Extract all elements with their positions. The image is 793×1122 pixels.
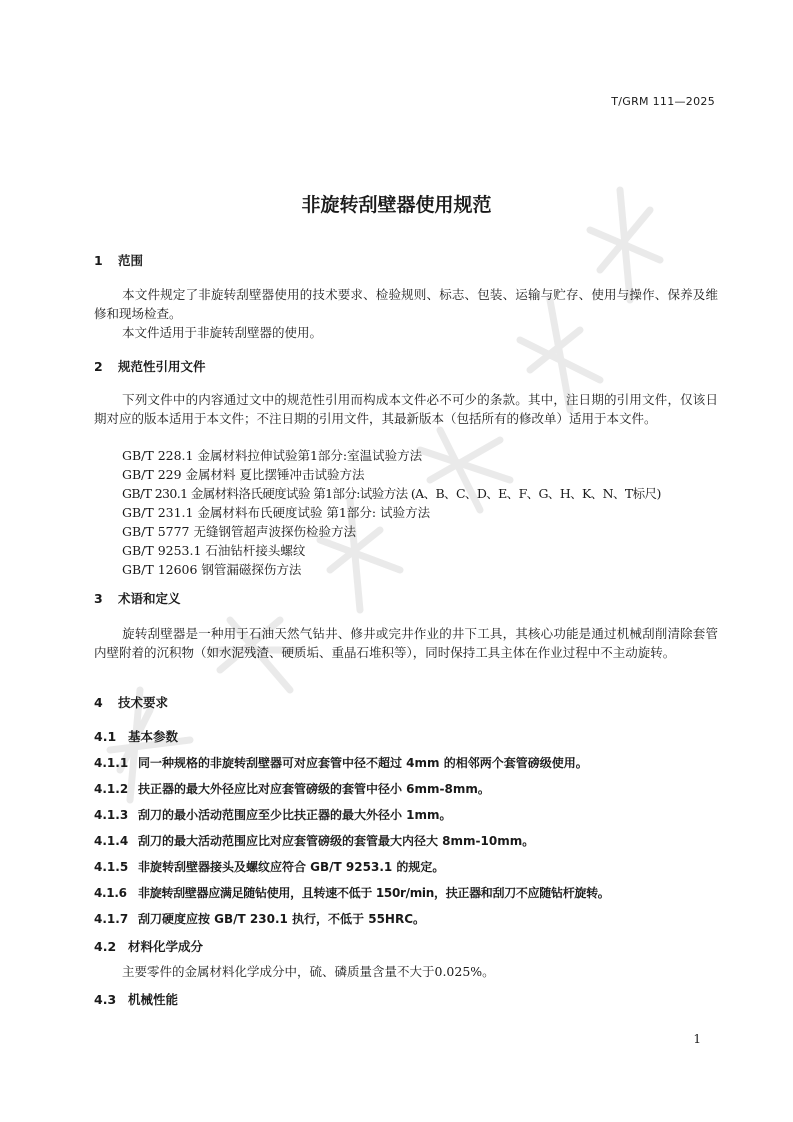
section-title: 范围	[118, 253, 144, 268]
subsection-title: 材料化学成分	[128, 939, 204, 954]
section-2-paragraph-1: 下列文件中的内容通过文中的规范性引用而构成本文件必不可少的条款。其中，注日期的引用文件，仅该日期对应的版本适用于本文件；不注日期的引用文件，其最新版本（包括所有的修改单）适用于本文件。	[94, 392, 718, 426]
reference-item: GB/T 5777 无缝钢管超声波探伤检验方法	[122, 524, 356, 539]
section-number: 4	[94, 695, 103, 710]
reference-item: GB/T 230.1 金属材料洛氏硬度试验 第1部分:试验方法 (A、B、C、D、E、F、G、H、K、N、T标尺)	[122, 486, 661, 501]
reference-item: GB/T 229 金属材料 夏比摆锤冲击试验方法	[122, 467, 365, 482]
section-4-2-paragraph: 主要零件的金属材料化学成分中，硫、磷质量含量不大于0.025%。	[122, 964, 495, 979]
section-1-heading	[94, 251, 143, 269]
reference-item: GB/T 228.1 金属材料拉伸试验第1部分:室温试验方法	[122, 448, 423, 463]
section-title: 规范性引用文件	[118, 359, 206, 374]
section-4-heading	[94, 693, 168, 711]
subsection-title: 基本参数	[128, 729, 179, 744]
subsection-number: 4.1	[94, 729, 117, 744]
clause-4-1-2: 4.1.2 扶正器的最大外径应比对应套管磅级的套管中径小 6mm-8mm。	[94, 782, 490, 796]
clause-4-1-6: 4.1.6 非旋转刮壁器应满足随钻使用，且转速不低于 150r/min，扶正器和刮刀不应随钻杆旋转。	[94, 886, 610, 900]
reference-item: GB/T 231.1 金属材料布氏硬度试验 第1部分: 试验方法	[122, 505, 431, 520]
document-code: T/GRM 111—2025	[611, 95, 715, 108]
section-number: 2	[94, 359, 103, 374]
clause-4-1-1: 4.1.1 同一种规格的非旋转刮壁器可对应套管中径不超过 4mm 的相邻两个套管磅级使用。	[94, 756, 588, 770]
section-1-paragraph-1: 本文件规定了非旋转刮壁器使用的技术要求、检验规则、标志、包装、运输与贮存、使用与操作、保养及维修和现场检查。	[94, 287, 718, 321]
subsection-number: 4.3	[94, 992, 117, 1007]
section-number: 3	[94, 591, 103, 606]
clause-4-1-3: 4.1.3 刮刀的最小活动范围应至少比扶正器的最大外径小 1mm。	[94, 808, 452, 822]
section-title: 术语和定义	[118, 591, 181, 606]
section-3-paragraph-1: 旋转刮壁器是一种用于石油天然气钻井、修井或完井作业的井下工具，其核心功能是通过机械刮削清除套管内壁附着的沉积物（如水泥残渣、硬质垢、重晶石堆积等），同时保持工具主体在作业过程中不主动旋转。	[94, 626, 718, 660]
reference-item: GB/T 12606 钢管漏磁探伤方法	[122, 562, 302, 577]
section-title: 技术要求	[118, 695, 169, 710]
section-2-heading	[94, 357, 206, 375]
clause-4-1-5: 4.1.5 非旋转刮壁器接头及螺纹应符合 GB/T 9253.1 的规定。	[94, 860, 445, 874]
section-3-heading	[94, 589, 181, 607]
section-1-paragraph-2: 本文件适用于非旋转刮壁器的使用。	[122, 325, 323, 340]
subsection-4-1-heading	[94, 727, 178, 745]
page-number: 1	[693, 1032, 701, 1046]
subsection-4-2-heading	[94, 937, 203, 955]
document-title: 非旋转刮壁器使用规范	[301, 194, 492, 216]
section-number: 1	[94, 253, 103, 268]
clause-4-1-4: 4.1.4 刮刀的最大活动范围应比对应套管磅级的套管最大内径大 8mm-10mm。	[94, 834, 535, 848]
subsection-title: 机械性能	[128, 992, 179, 1007]
subsection-number: 4.2	[94, 939, 117, 954]
reference-item: GB/T 9253.1 石油钻杆接头螺纹	[122, 543, 306, 558]
subsection-4-3-heading	[94, 990, 178, 1008]
clause-4-1-7: 4.1.7 刮刀硬度应按 GB/T 230.1 执行，不低于 55HRC。	[94, 912, 426, 926]
